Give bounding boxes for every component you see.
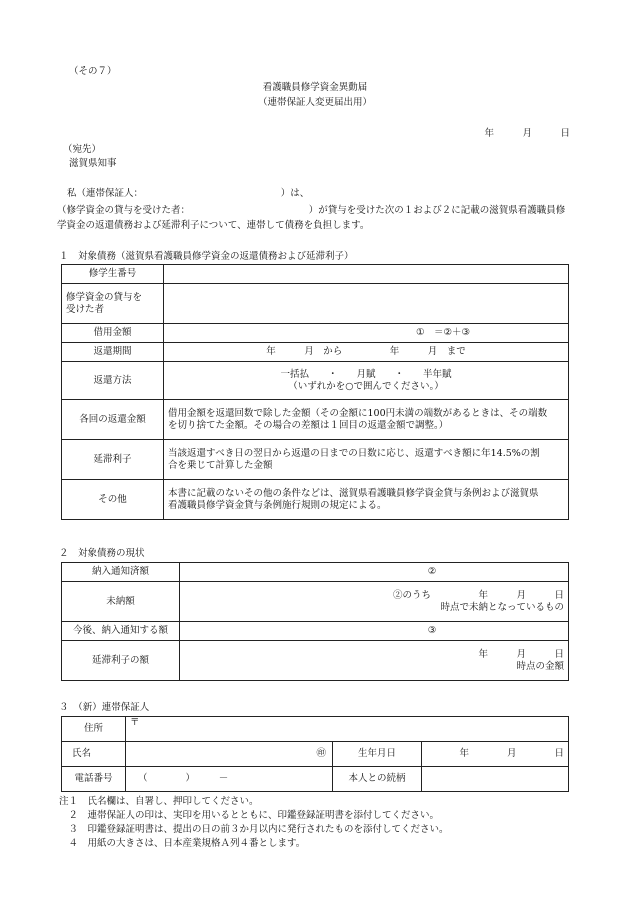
relation-label: 本人との続柄 [333, 767, 422, 792]
future-notice-label: 今後、納入通知する額 [62, 622, 180, 641]
repayment-method-field[interactable]: 一括払 ・ 月賦 ・ 半年賦 （いずれかを○で囲んでください。） [164, 362, 569, 400]
late-interest-amount-field[interactable]: 年 月 日 時点の金額 [180, 641, 569, 681]
other-text: 本書に記載のないその他の条件などは、滋賀県看護職員修学資金貸与条例および滋賀県 看護職員修学資金貸与条例施行規則の規定による。 [164, 480, 569, 520]
table-row [62, 324, 569, 343]
form-number: （その７） [69, 66, 117, 77]
borrower-label: 修学資金の貸与を 受けた者 [62, 284, 164, 324]
student-number-field[interactable] [164, 265, 569, 284]
table-row [62, 284, 569, 324]
table-row [62, 400, 569, 440]
date-line: 年 月 日 [484, 128, 570, 139]
phone-label: 電話番号 [62, 767, 126, 792]
late-interest-text: 当該返還すべき日の翌日から返還の日までの日数に応じ、返還すべき額に年14.5%の割 合を乗じて計算した金額 [164, 440, 569, 480]
notified-amount-field[interactable]: ② [180, 563, 569, 582]
note-item: ４ 用紙の大きさは、日本産業規格Ａ列４番とします。 [59, 838, 306, 849]
page-title: 看護職員修学資金異動届 [262, 82, 368, 93]
table-row [62, 343, 569, 362]
page-subtitle: （連帯保証人変更届出用） [257, 97, 372, 108]
table-row [62, 480, 569, 520]
dob-label: 生年月日 [333, 742, 422, 767]
addressee-label: （宛先） [63, 144, 102, 155]
repayment-period-label: 返還期間 [62, 343, 164, 362]
notes [59, 795, 449, 851]
loan-amount-field[interactable]: ① ＝②＋③ [164, 324, 569, 343]
status-table [61, 562, 569, 681]
notified-amount-label: 納入通知済額 [62, 563, 180, 582]
section1-heading: １ 対象債務（滋賀県看護職員修学資金の返還債務および延滞利子） [59, 251, 354, 262]
table-row [62, 641, 569, 681]
table-row [62, 622, 569, 641]
name-field[interactable] [126, 742, 333, 767]
note-item: ３ 印鑑登録証明書は、提出の日の前３か月以内に発行されたものを添付してください。 [59, 824, 449, 835]
future-notice-field[interactable]: ③ [180, 622, 569, 641]
late-interest-amount-label: 延滞利子の額 [62, 641, 180, 681]
addressee-name: 滋賀県知事 [69, 158, 117, 169]
section2-heading: ２ 対象債務の現状 [59, 548, 145, 559]
table-row [62, 582, 569, 622]
address-label: 住所 [62, 717, 126, 742]
repayment-method-label: 返還方法 [62, 362, 164, 400]
table-row [62, 362, 569, 400]
table-row [62, 767, 569, 792]
name-label: 氏名 [62, 742, 126, 767]
borrower-field[interactable] [164, 284, 569, 324]
declaration-line-3: 学資金の返還債務および延滞利子について、連帯して債務を負担します。 [57, 220, 370, 231]
installment-amount-text: 借用金額を返還回数で除した金額（その金額に100円未満の端数があるときは、その端数 を切り捨てた金額。その場合の差額は１回目の返還金額で調整。） [164, 400, 569, 440]
declaration-line-1: 私（連帯保証人： ）は、 [67, 188, 310, 199]
postal-mark: 〒 [130, 717, 140, 728]
table-row [62, 717, 569, 742]
other-label: その他 [62, 480, 164, 520]
phone-field[interactable]: （ ） － [126, 767, 333, 792]
table-row [62, 742, 569, 767]
dob-field[interactable]: 年 月 日 [422, 742, 569, 767]
debt-table [61, 264, 569, 520]
student-number-label: 修学生番号 [62, 265, 164, 284]
table-row [62, 563, 569, 582]
address-field[interactable] [126, 717, 569, 742]
late-interest-label: 延滞利子 [62, 440, 164, 480]
unpaid-amount-field[interactable]: ②のうち 年 月 日 時点で未納となっているもの [180, 582, 569, 622]
loan-amount-label: 借用金額 [62, 324, 164, 343]
table-row [62, 265, 569, 284]
declaration-line-2: （修学資金の貸与を受けた者： ）が貸与を受けた次の１および２に記載の滋賀県看護職員修 [57, 205, 566, 216]
repayment-period-field[interactable]: 年 月 から 年 月 まで [164, 343, 569, 362]
table-row [62, 440, 569, 480]
section3-heading: ３ （新）連帯保証人 [59, 702, 150, 713]
installment-amount-label: 各回の返還金額 [62, 400, 164, 440]
note-item: 注１ 氏名欄は、自署し、押印してください。 [59, 796, 259, 807]
seal-mark: ㊞ [316, 748, 326, 760]
unpaid-amount-label: 未納額 [62, 582, 180, 622]
guarantor-table [61, 716, 569, 792]
note-item: ２ 連帯保証人の印は、実印を用いるとともに、印鑑登録証明書を添付してください。 [59, 810, 440, 821]
relation-field[interactable] [422, 767, 569, 792]
